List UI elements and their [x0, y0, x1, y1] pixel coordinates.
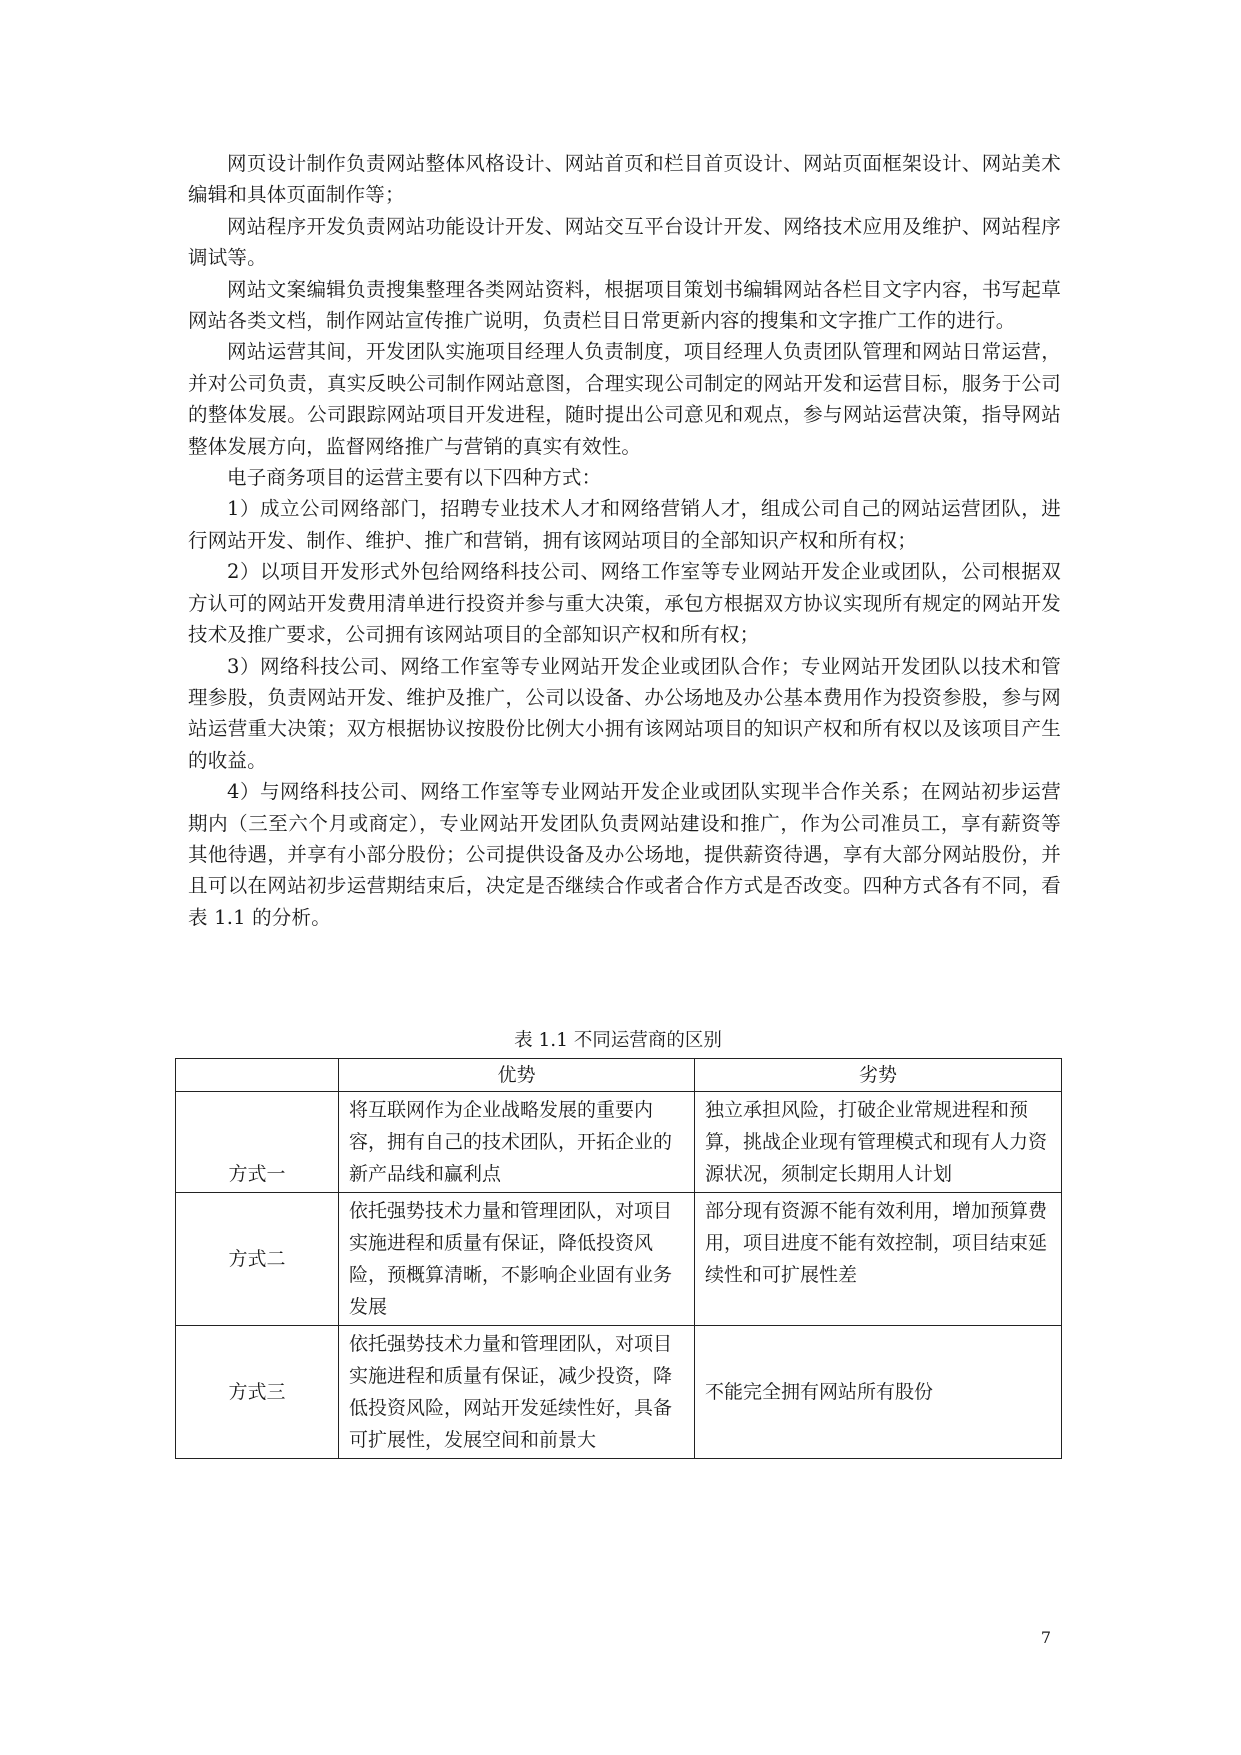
paragraph-method-1: 1）成立公司网络部门，招聘专业技术人才和网络营销人才，组成公司自己的网站运营团队，进行网站开发、制作、维护、推广和营销，拥有该网站项目的全部知识产权和所有权；	[188, 497, 1061, 552]
table-row	[176, 1326, 1062, 1459]
paragraph-web-copywriting: 网站文案编辑负责搜集整理各类网站资料，根据项目策划书编辑网站各栏目文字内容，书写起草网站各类文档，制作网站宣传推广说明，负责栏目日常更新内容的搜集和文字推广工作的进行。	[188, 277, 1061, 333]
paragraph-method-2: 2）以项目开发形式外包给网络科技公司、网络工作室等专业网站开发企业或团队，公司根据双方认可的网站开发费用清单进行投资并参与重大决策，承包方根据双方协议实现所有规定的网站开发技术及推广要求，公司拥有该网站项目的全部知识产权和所有权；	[188, 560, 1061, 647]
method-cell: 方式三	[176, 1326, 339, 1459]
method-cell: 方式二	[176, 1193, 339, 1326]
disadvantage-cell: 部分现有资源不能有效利用，增加预算费用，项目进度不能有效控制，项目结束延续性和可扩展性差	[695, 1193, 1062, 1326]
header-advantage: 优势	[339, 1059, 695, 1092]
advantage-cell: 依托强势技术力量和管理团队，对项目实施进程和质量有保证，降低投资风险，预概算清晰，不影响企业固有业务发展	[339, 1193, 695, 1326]
header-disadvantage: 劣势	[695, 1059, 1062, 1092]
paragraph-web-programming: 网站程序开发负责网站功能设计开发、网站交互平台设计开发、网络技术应用及维护、网站程序调试等。	[188, 214, 1061, 270]
body-text	[188, 148, 1061, 933]
comparison-table	[175, 1058, 1062, 1459]
advantage-cell: 将互联网作为企业战略发展的重要内容，拥有自己的技术团队，开拓企业的新产品线和赢利点	[339, 1092, 695, 1193]
paragraph-method-3: 3）网络科技公司、网络工作室等专业网站开发企业或团队合作；专业网站开发团队以技术和管理参股，负责网站开发、维护及推广，公司以设备、办公场地及办公基本费用作为投资参股，参与网站运营重大决策；双方根据协议按股份比例大小拥有该网站项目的知识产权和所有权以及该项目产生的收益。	[188, 654, 1061, 772]
paragraph-operation-period: 网站运营其间，开发团队实施项目经理人负责制度，项目经理人负责团队管理和网站日常运营，并对公司负责，真实反映公司制作网站意图，合理实现公司制定的网站开发和运营目标，服务于公司的整体发展。公司跟踪网站项目开发进程，随时提出公司意见和观点，参与网站运营决策，指导网站整体发展方向，监督网络推广与营销的真实有效性。	[188, 340, 1061, 458]
table-header-row	[176, 1059, 1062, 1092]
method-cell: 方式一	[176, 1092, 339, 1193]
table-row	[176, 1193, 1062, 1326]
header-empty	[176, 1059, 339, 1092]
paragraph-method-4: 4）与网络科技公司、网络工作室等专业网站开发企业或团队实现半合作关系；在网站初步运营期内（三至六个月或商定），专业网站开发团队负责网站建设和推广，作为公司准员工，享有薪资等其他待遇，并享有小部分股份；公司提供设备及办公场地，提供薪资待遇，享有大部分网站股份，并且可以在网站初步运营期结束后，决定是否继续合作或者合作方式是否改变。四种方式各有不同，看表 1.1 的分析。	[188, 780, 1061, 929]
page-number: 7	[1040, 1628, 1051, 1647]
table-row	[176, 1092, 1062, 1193]
advantage-cell: 依托强势技术力量和管理团队，对项目实施进程和质量有保证，减少投资，降低投资风险，网站开发延续性好，具备可扩展性，发展空间和前景大	[339, 1326, 695, 1459]
table-caption: 表 1.1 不同运营商的区别	[514, 1030, 722, 1051]
disadvantage-cell: 独立承担风险，打破企业常规进程和预算，挑战企业现有管理模式和现有人力资源状况，须制定长期用人计划	[695, 1092, 1062, 1193]
paragraph-four-methods-intro: 电子商务项目的运营主要有以下四种方式：	[227, 466, 602, 490]
paragraph-web-design: 网页设计制作负责网站整体风格设计、网站首页和栏目首页设计、网站页面框架设计、网站美术编辑和具体页面制作等；	[188, 152, 1061, 207]
disadvantage-cell: 不能完全拥有网站所有股份	[695, 1326, 1062, 1459]
